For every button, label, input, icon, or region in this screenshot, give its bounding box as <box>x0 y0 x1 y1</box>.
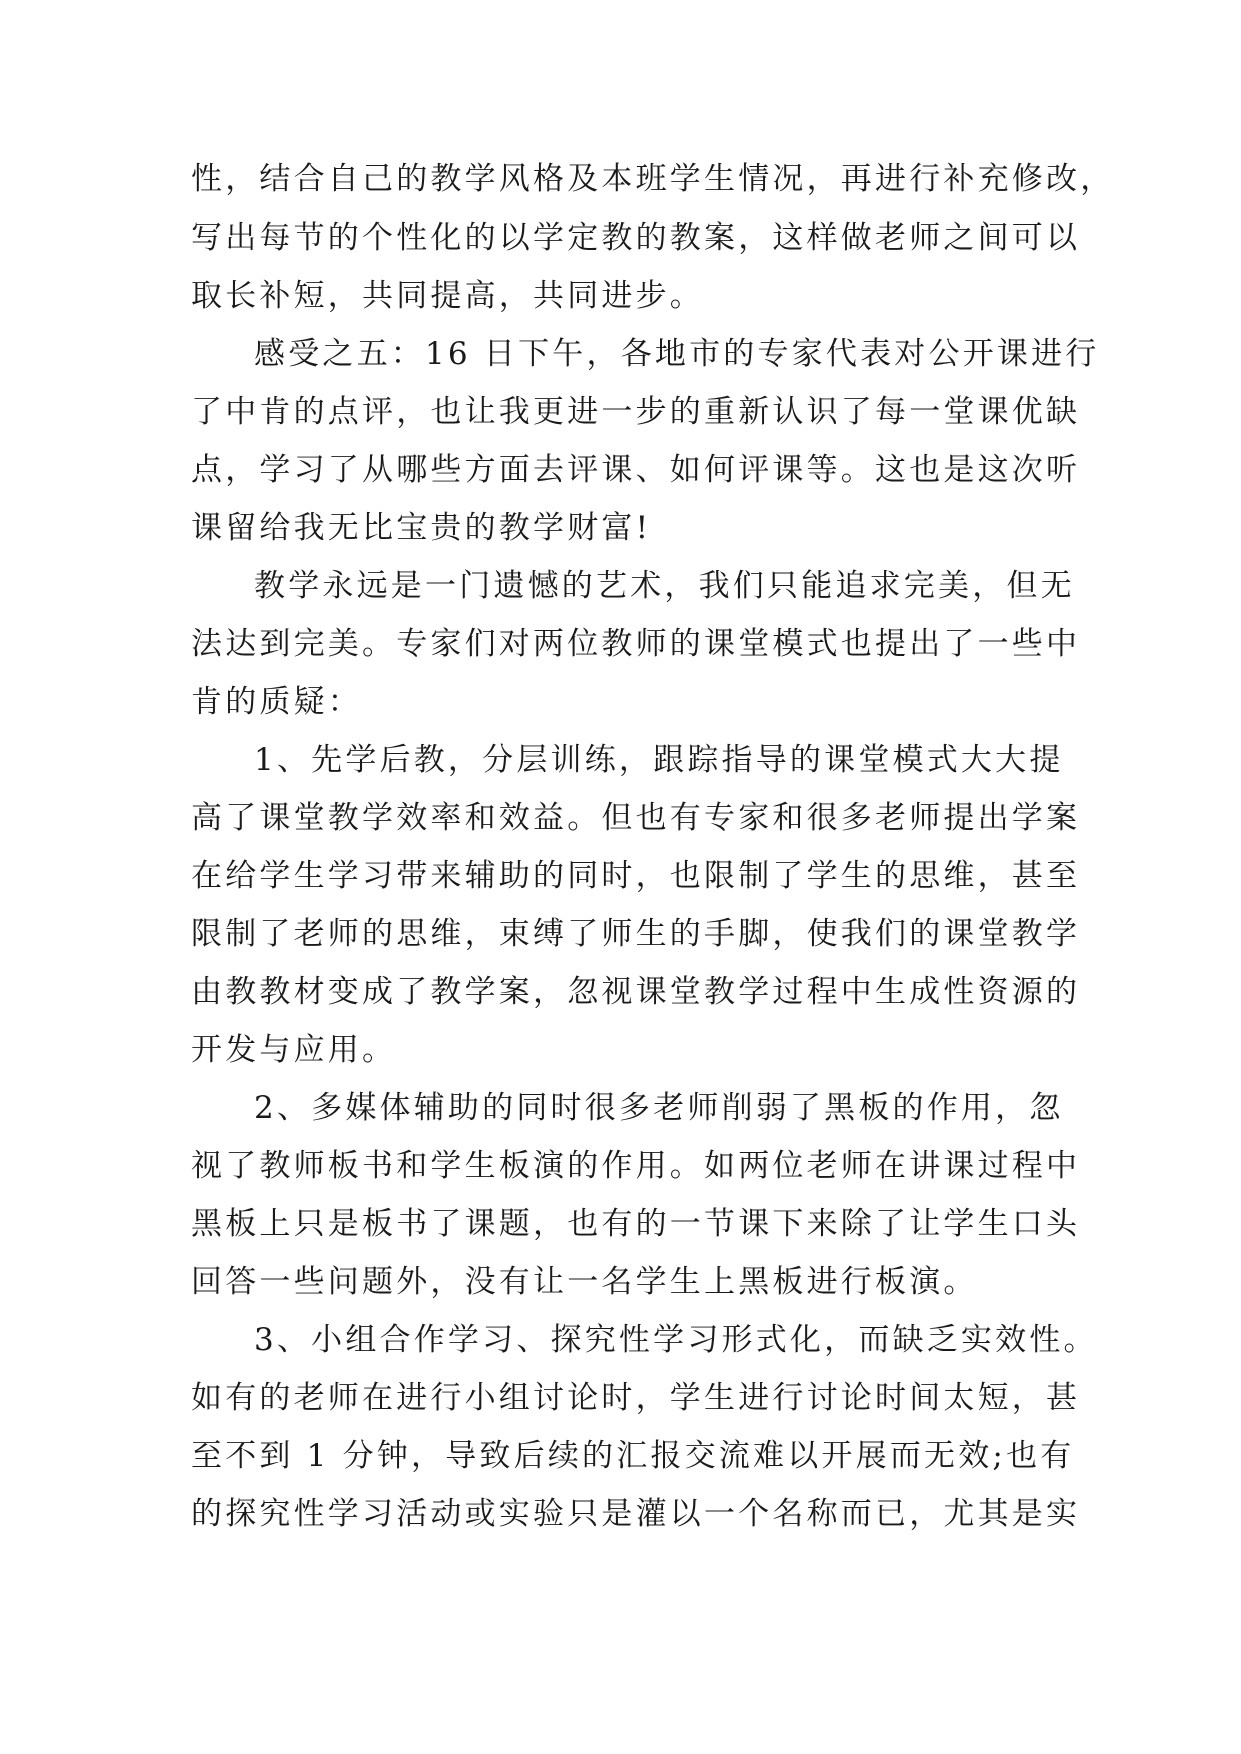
text-line: 至不到 1 分钟，导致后续的汇报交流难以开展而无效;也有 <box>191 1438 1075 1474</box>
text-line: 视了教师板书和学生板演的作用。如两位老师在讲课过程中 <box>191 1148 1081 1184</box>
text-line: 1、先学后教，分层训练，跟踪指导的课堂模式大大提 <box>254 742 1064 778</box>
text-line: 黑板上只是板书了课题，也有的一节课下来除了让学生口头 <box>191 1206 1081 1242</box>
text-line: 教学永远是一门遗憾的艺术，我们只能追求完美，但无 <box>254 568 1075 604</box>
text-line: 了中肯的点评，也让我更进一步的重新认识了每一堂课优缺 <box>191 394 1081 430</box>
text-line: 感受之五：16 日下午，各地市的专家代表对公开课进行 <box>254 336 1100 372</box>
text-line: 3、小组合作学习、探究性学习形式化，而缺乏实效性。 <box>254 1322 1098 1358</box>
text-line: 回答一些问题外，没有让一名学生上黑板进行板演。 <box>191 1264 978 1300</box>
text-line: 点，学习了从哪些方面去评课、如何评课等。这也是这次听 <box>191 452 1081 488</box>
text-line: 写出每节的个性化的以学定教的教案，这样做老师之间可以 <box>191 220 1081 256</box>
text-line: 限制了老师的思维，束缚了师生的手脚，使我们的课堂教学 <box>191 916 1081 952</box>
text-line: 课留给我无比宝贵的教学财富! <box>191 510 652 546</box>
text-line: 性，结合自己的教学风格及本班学生情况，再进行补充修改， <box>191 161 1115 197</box>
text-line: 开发与应用。 <box>191 1032 397 1068</box>
text-line: 如有的老师在进行小组讨论时，学生进行讨论时间太短，甚 <box>191 1380 1081 1416</box>
text-line: 肯的质疑： <box>191 684 362 720</box>
text-line: 在给学生学习带来辅助的同时，也限制了学生的思维，甚至 <box>191 858 1081 894</box>
text-line: 取长补短，共同提高，共同进步。 <box>191 278 704 314</box>
text-line: 由教教材变成了教学案，忽视课堂教学过程中生成性资源的 <box>191 974 1081 1010</box>
text-line: 高了课堂教学效率和效益。但也有专家和很多老师提出学案 <box>191 800 1081 836</box>
text-line: 法达到完美。专家们对两位教师的课堂模式也提出了一些中 <box>191 626 1081 662</box>
text-line: 2、多媒体辅助的同时很多老师削弱了黑板的作用，忽 <box>254 1090 1064 1126</box>
text-line: 的探究性学习活动或实验只是灌以一个名称而已，尤其是实 <box>191 1496 1081 1532</box>
